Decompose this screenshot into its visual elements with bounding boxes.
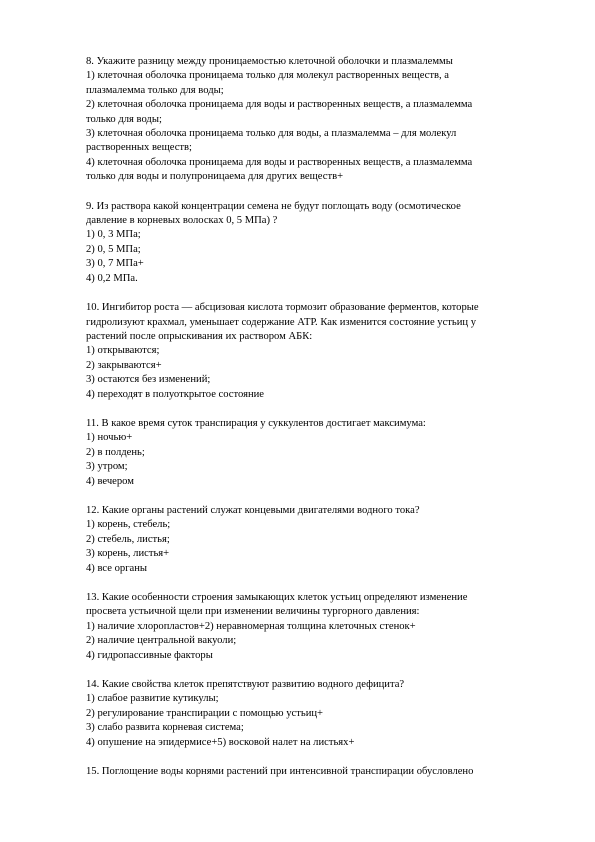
answer-line: 4) опушение на эпидермисе+5) восковой налет на листьях+ — [86, 736, 355, 748]
answer-line: 1) слабое развитие кутикулы; — [86, 693, 219, 705]
answer-line: 3) клеточная оболочка проницаема только для воды, а плазмалемма – для молекул — [86, 128, 457, 140]
question-10-text: растений после опрыскивания их раствором АБК: — [86, 330, 313, 342]
question-15-text: 15. Поглощение воды корнями растений при интенсивной транспирации обусловлено — [86, 766, 474, 778]
answer-line: 2) в полдень; — [86, 446, 145, 458]
answer-line: 4) клеточная оболочка проницаема для воды и растворенных веществ, а плазмалемма — [86, 156, 473, 168]
question-12-text: 12. Какие органы растений служат концевыми двигателями водного тока? — [86, 504, 420, 516]
question-13-text: 13. Какие особенности строения замыкающих клеток устьиц определяют изменение — [86, 592, 468, 603]
answer-line: только для воды; — [86, 113, 162, 125]
answer-line: 2) клеточная оболочка проницаема для воды и растворенных веществ, а плазмалемма — [86, 99, 473, 111]
question-14 — [86, 678, 526, 750]
question-13-text: просвета устьичной щели при изменении величины тургорного давления: — [86, 606, 420, 618]
answer-line: 2) стебель, листья; — [86, 533, 170, 545]
answer-line: 4) все органы — [86, 562, 148, 574]
answer-line: 4) 0,2 МПа. — [86, 272, 138, 284]
question-8-text: 8. Укажите разницу между проницаемостью клеточной оболочки и плазмалеммы — [86, 56, 453, 67]
question-9-text: 9. Из раствора какой концентрации семена не будут поглощать воду (осмотическое — [86, 200, 461, 212]
answer-line: 1) клеточная оболочка проницаема только для молекул растворенных веществ, а — [86, 70, 449, 82]
answer-line: 4) переходят в полуоткрытое состояние — [86, 388, 265, 400]
question-11-text: 11. В какое время суток транспирация у суккулентов достигает максимума: — [86, 417, 426, 429]
question-11 — [86, 417, 526, 489]
question-12 — [86, 504, 526, 576]
question-9 — [86, 200, 526, 286]
answer-line: 1) открываются; — [86, 345, 160, 357]
answer-line: 2) регулирование транспирации с помощью устьиц+ — [86, 707, 324, 719]
question-10-text: гидролизуют крахмал, уменьшает содержание АТР. Как изменится состояние устьиц у — [86, 316, 477, 328]
question-10 — [86, 301, 526, 402]
answer-line: 4) гидропассивные факторы — [86, 649, 213, 661]
question-8 — [86, 55, 526, 185]
answer-line: 3) корень, листья+ — [86, 548, 170, 560]
answer-line: 1) ночью+ — [86, 432, 133, 444]
question-9-text: давление в корневых волосках 0, 5 МПа) ? — [86, 215, 278, 227]
document-body — [86, 55, 526, 794]
answer-line: 1) корень, стебель; — [86, 519, 171, 531]
question-13 — [86, 591, 526, 663]
answer-line: только для воды и полупроницаема для других веществ+ — [86, 171, 344, 183]
answer-line: 2) закрываются+ — [86, 359, 162, 371]
answer-line: растворенных веществ; — [86, 142, 192, 154]
answer-line: 2) наличие центральной вакуоли; — [86, 635, 237, 647]
answer-line: плазмалемма только для воды; — [86, 84, 224, 96]
answer-line: 3) 0, 7 МПа+ — [86, 258, 144, 270]
answer-line: 3) слабо развита корневая система; — [86, 722, 244, 734]
answer-line: 3) утром; — [86, 461, 128, 473]
answer-line: 4) вечером — [86, 475, 134, 487]
question-15 — [86, 765, 526, 779]
answer-line: 1) 0, 3 МПа; — [86, 229, 141, 241]
question-14-text: 14. Какие свойства клеток препятствуют развитию водного дефицита? — [86, 679, 405, 691]
question-10-text: 10. Ингибитор роста — абсцизовая кислота тормозит образование ферментов, которые — [86, 302, 479, 314]
answer-line: 2) 0, 5 МПа; — [86, 243, 141, 255]
answer-line: 1) наличие хлоропластов+2) неравномерная толщина клеточных стенок+ — [86, 620, 416, 632]
answer-line: 3) остаются без изменений; — [86, 374, 211, 386]
